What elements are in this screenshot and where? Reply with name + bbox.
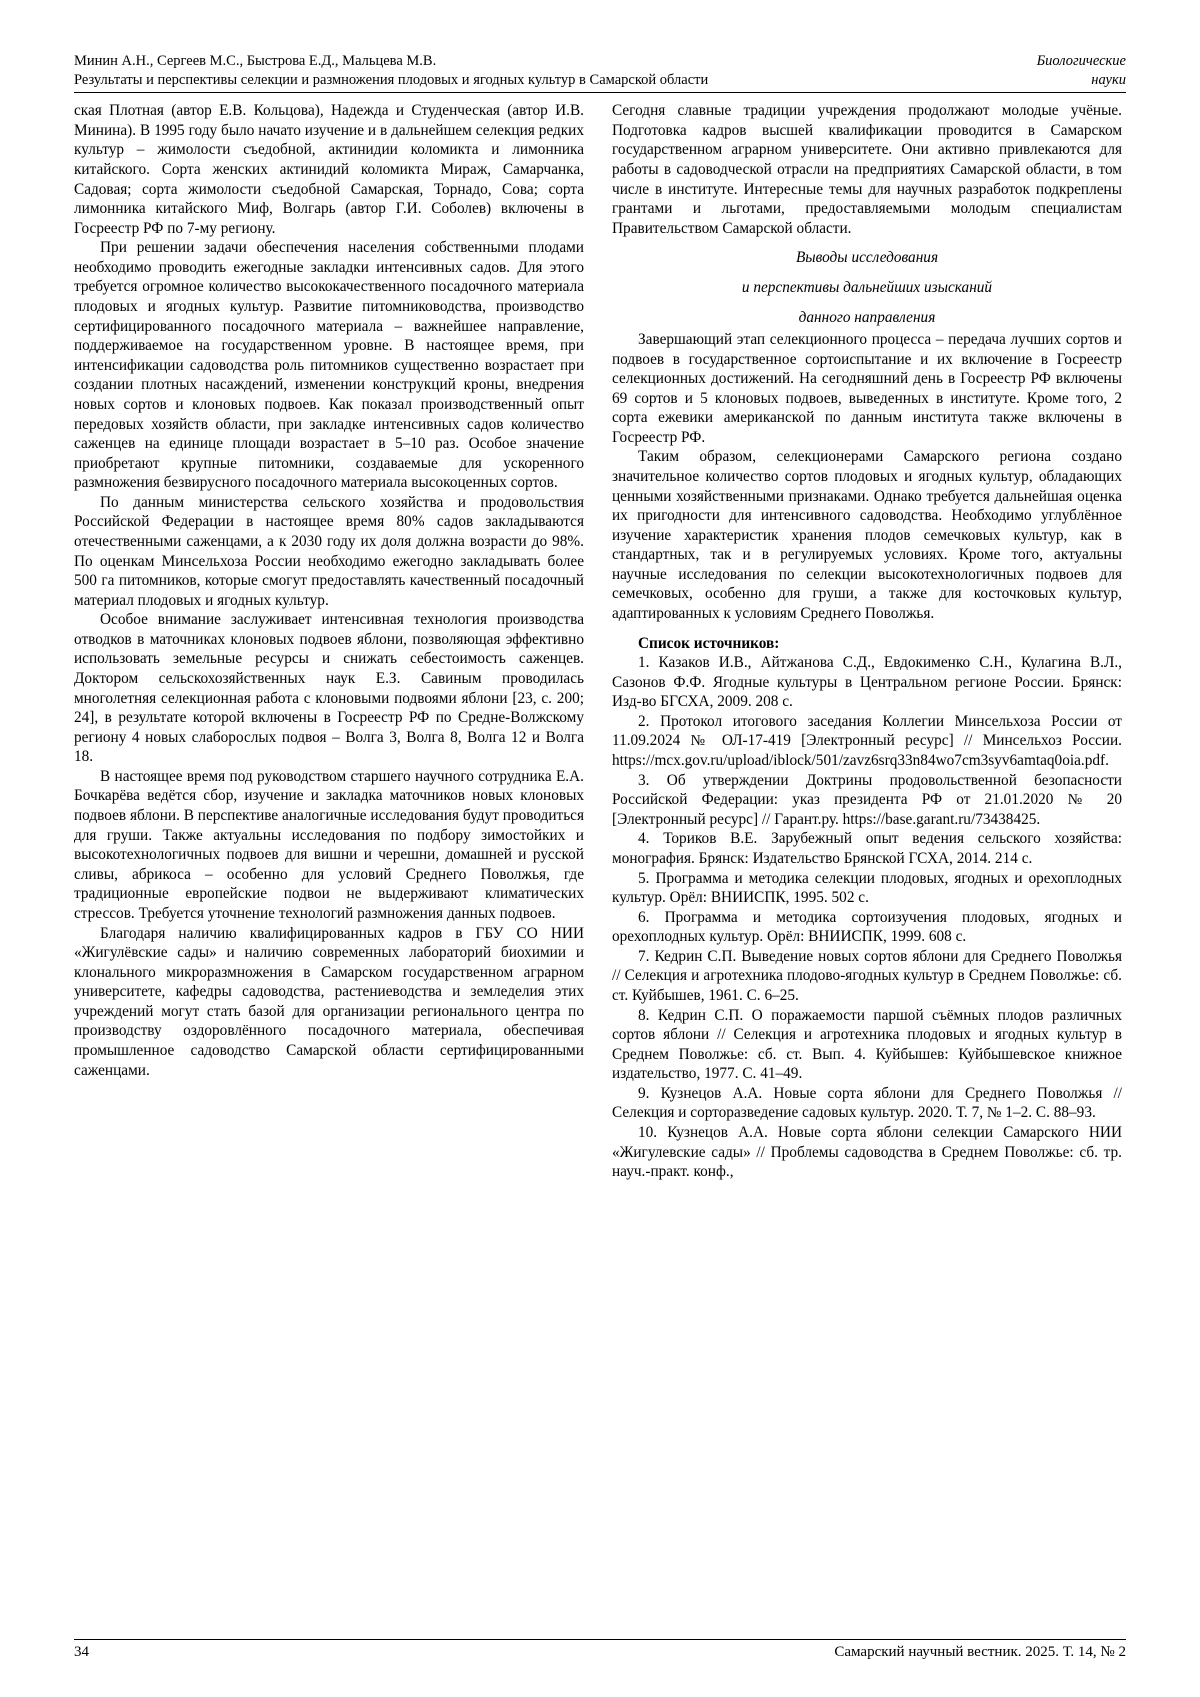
paragraph: Таким образом, селекционерами Самарского региона создано значительное количество сортов плодовых и ягодных культур, обладающих ценными хозяйственными признаками. Однако требуется дальнейшая оценка их пригодности для интенсивного садоводства. Необходимо углублённое изучение характеристик хранения плодов семечковых культур, как в стандартных, так и в регулируемых условиях. Кроме того, актуальны научные исследования по селекции высокотехнологичных подвоев для семечковых, особенно для груши, а также для косточковых культур, адаптированных к условиям Среднего Поволжья.: [612, 448, 1122, 623]
page-number: 34: [74, 1644, 89, 1660]
paragraph: Особое внимание заслуживает интенсивная технология производства отводков в маточниках клоновых подвоев яблони, позволяющая эффективно использовать земельные ресурсы и снижать себестоимость саженцев. Доктором сельскохозяйственных наук Е.З. Савиным проводилась многолетняя селекционная работа с клоновыми подвоями яблони [23, с. 200; 24], в результате которой включены в Госреестр РФ по Средне-Волжскому региону 4 новых слаборослых подвоя – Волга 3, Волга 8, Волга 12 и Волга 18.: [74, 611, 584, 766]
reference-item: 2. Протокол итогового заседания Коллегии Минсельхоза России от 11.09.2024 № ОЛ-17-419 [Электронный ресурс] // Минсельхоз России. https://mcx.gov.ru/upload/iblock/501/zavz6srq33n84wo7cm3syv6amtaq0oia.pdf.: [612, 712, 1122, 770]
conclusions-heading-line3: данного направления: [798, 309, 936, 327]
journal-reference: Самарский научный вестник. 2025. Т. 14, № 2: [834, 1644, 1126, 1660]
references-list: [612, 653, 1122, 1182]
page-footer: [74, 1639, 1126, 1661]
paragraph: Завершающий этап селекционного процесса – передача лучших сортов и подвоев в государственное сортоиспытание и их включение в Госреестр селекционных достижений. На сегодняшний день в Госреестр РФ включены 69 сортов и 5 клоновых подвоев, выведенных в институте. Кроме того, 2 сорта ежевики американской по данным института также включены в Госреестр РФ.: [612, 330, 1122, 446]
running-head-section: [895, 52, 1126, 90]
running-head: [74, 52, 1126, 90]
conclusions-heading-line1: Выводы исследования: [795, 249, 939, 267]
references-heading: Список источников:: [638, 634, 780, 652]
reference-item: 3. Об утверждении Доктрины продовольственной безопасности Российской Федерации: указ президента РФ от 21.01.2020 № 20 [Электронный ресурс] // Гарант.ру. https://base.garant.ru/73438425.: [612, 771, 1122, 828]
running-head-section-line2: науки: [1091, 72, 1126, 89]
paragraph: В настоящее время под руководством старшего научного сотрудника Е.А. Бочкарёва ведётся сбор, изучение и закладка маточников новых клоновых подвоев яблони. В перспективе аналогичные исследования будут проводиться для груши. Также актуальны исследования по подбору зимостойких и высокотехнологичных подвоев для вишни и черешни, домашней и русской сливы, абрикоса – особенно для условий Среднего Поволжья, где традиционные европейские подвои не выдерживают климатических стрессов. Требуется уточнение технологий размножения данных подвоев.: [74, 767, 584, 922]
running-head-authors: Минин А.Н., Сергеев М.С., Быстрова Е.Д., Мальцева М.В.: [74, 53, 437, 69]
reference-item: 6. Программа и методика сортоизучения плодовых, ягодных и орехоплодных культур. Орёл: ВНИИСПК, 1999. 608 с.: [612, 908, 1122, 946]
running-head-section-line1: Биологические: [1036, 53, 1126, 69]
reference-item: 10. Кузнецов А.А. Новые сорта яблони селекции Самарского НИИ «Жигулевские сады» // Проблемы садоводства в Среднем Поволжье: сб. тр. науч.-практ. конф.,: [612, 1124, 1122, 1181]
paragraph: При решении задачи обеспечения населения собственными плодами необходимо проводить ежегодные закладки интенсивных садов. Для этого требуется огромное количество высококачественного посадочного материала плодовых и ягодных культур. Развитие питомниководства, производство сертифицированного посадочного материала – важнейшее направление, поддерживаемое на государственном уровне. В настоящее время, при интенсификации садоводства роль питомников существенно возрастает при создании плотных насаждений, изменении конструкций кроны, внедрения новых сортов и клоновых подвоев. Как показал производственный опыт передовых хозяйств области, при закладке интенсивных садов количество саженцев на единице площади возрастает в 5–10 раз. Особое значение приобретают крупные питомники, создаваемые для ускоренного размножения безвирусного посадочного материала высокоценных сортов.: [74, 239, 584, 492]
body-columns: [74, 101, 1126, 1182]
running-head-left: [74, 52, 874, 90]
conclusions-heading-line2: и перспективы дальнейших изысканий: [741, 279, 993, 297]
reference-item: 7. Кедрин С.П. Выведение новых сортов яблони для Среднего Поволжья // Селекция и агротехника плодово-ягодных культур в Среднем Поволжье: сб. ст. Куйбышев, 1961. С. 6–25.: [612, 947, 1122, 1004]
reference-item: 5. Программа и методика селекции плодовых, ягодных и орехоплодных культур. Орёл: ВНИИСПК, 1995. 502 с.: [612, 869, 1122, 907]
left-column: [74, 101, 584, 1182]
running-head-article-title: Результаты и перспективы селекции и размножения плодовых и ягодных культур в Самарской области: [74, 72, 709, 89]
reference-item: 8. Кедрин С.П. О поражаемости паршой съёмных плодов различных сортов яблони // Селекция и агротехника плодовых и ягодных культур в Среднем Поволжье: сб. ст. Вып. 4. Куйбышев: Куйбышевское книжное издательство, 1977. С. 41–49.: [612, 1006, 1122, 1083]
paragraph: Сегодня славные традиции учреждения продолжают молодые учёные. Подготовка кадров высшей квалификации проводится в Самарском государственном аграрном университете. Они активно привлекаются для работы в садоводческой отрасли на предприятиях Самарской области, в том числе в институте. Интересные темы для научных разработок подкреплены грантами и льготами, предоставляемыми молодым специалистам Правительством Самарской области.: [612, 102, 1122, 237]
reference-item: 9. Кузнецов А.А. Новые сорта яблони для Среднего Поволжья // Селекция и сорторазведение садовых культур. 2020. Т. 7, № 1–2. С. 88–93.: [612, 1084, 1122, 1122]
paragraph: По данным министерства сельского хозяйства и продовольствия Российской Федерации в настоящее время 80% садов закладываются отечественными саженцами, а к 2030 году их доля должна возрасти до 98%. По оценкам Минсельхоза России необходимо ежегодно закладывать более 500 га питомников, которые смогут предоставлять качественный посадочный материал плодовых и ягодных культур.: [74, 493, 584, 609]
reference-item: 4. Ториков В.Е. Зарубежный опыт ведения сельского хозяйства: монография. Брянск: Издательство Брянской ГСХА, 2014. 214 с.: [612, 830, 1122, 867]
footer-divider: [74, 1639, 1126, 1640]
reference-item: 1. Казаков И.В., Айтжанова С.Д., Евдокименко С.Н., Кулагина В.Л., Сазонов Ф.Ф. Ягодные культуры в Центральном регионе России. Брянск: Изд-во БГСХА, 2009. 208 с.: [612, 654, 1122, 711]
header-divider: [74, 92, 1126, 93]
paragraph: Благодаря наличию квалифицированных кадров в ГБУ СО НИИ «Жигулёвские сады» и наличию современных лабораторий биохимии и клонального микроразмножения в Самарском государственном аграрном университете, кафедры садоводства, растениеводства и земледелия этих учреждений могут стать базой для организации регионального центра по производству оздоровлённого посадочного материала, обеспечивая промышленное садоводство Самарской области сертифицированными саженцами.: [74, 924, 584, 1079]
right-column: [612, 101, 1122, 1182]
paragraph-continued: ская Плотная (автор Е.В. Кольцова), Надежда и Студенческая (автор И.В. Минина). В 1995 году было начато изучение и в дальнейшем селекция редких культур – жимолости съедобной, актинидии коломикта и лимонника китайского. Сорта женских актинидий коломикта Мираж, Самарчанка, Садовая; сорта жимолости съедобной Самарская, Торнадо, Сова; сорта лимонника китайского Миф, Волгарь (автор Г.И. Соболев) включены в Госреестр РФ по 7-му региону.: [74, 102, 584, 237]
